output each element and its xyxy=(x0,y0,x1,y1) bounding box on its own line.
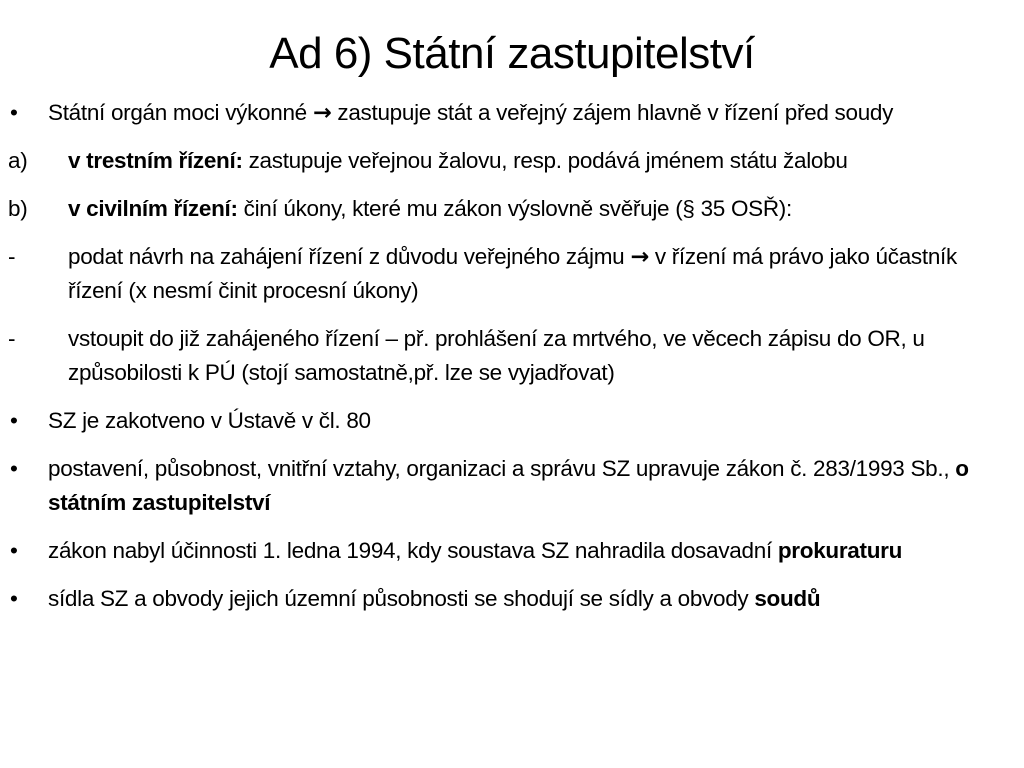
item-text: podat návrh na zahájení řízení z důvodu veřejného zájmu xyxy=(68,244,631,269)
item-text: zastupuje veřejnou žalovu, resp. podává jménem státu žalobu xyxy=(242,148,848,173)
item-bold-text: v trestním řízení: xyxy=(68,148,243,173)
dash-item-file-petition xyxy=(8,240,1008,308)
item-text: SZ je zakotveno v Ústavě v čl. 80 xyxy=(48,408,371,433)
bullet-item-seats xyxy=(8,582,1008,616)
item-bold-text: o státním zastupitelství xyxy=(48,456,969,515)
item-text: činí úkony, které mu zákon výslovně svěřuje (§ 35 OSŘ): xyxy=(237,196,792,221)
item-text: sídla SZ a obvody jejich územní působnosti se shodují se sídly a obvody xyxy=(48,586,755,611)
letter-marker-a: a) xyxy=(8,148,28,173)
letter-marker-b: b) xyxy=(8,196,28,221)
slide-content xyxy=(8,96,1008,630)
bullet-marker: • xyxy=(10,100,18,125)
bullet-item-constitution xyxy=(8,404,1008,438)
bullet-item-law xyxy=(8,452,1008,520)
dash-item-enter-proceedings xyxy=(8,322,1008,390)
item-bold-text: prokuraturu xyxy=(777,538,903,563)
arrow-right-icon: → xyxy=(312,100,332,126)
item-bold-text: v civilním řízení: xyxy=(68,196,238,221)
bullet-item-state-body xyxy=(8,96,1008,130)
item-text: vstoupit do již zahájeného řízení – př. prohlášení za mrtvého, ve věcech zápisu do OR, u způsobilosti k PÚ (stojí samostatně,př. lze se vyjadřovat) xyxy=(68,326,925,385)
item-text: postavení, působnost, vnitřní vztahy, organizaci a správu SZ upravuje zákon č. 283/1993 Sb., xyxy=(48,456,956,481)
item-text: zastupuje stát a veřejný zájem hlavně v řízení před soudy xyxy=(331,100,894,125)
item-bold-text: soudů xyxy=(754,586,821,611)
dash-marker: - xyxy=(8,244,16,269)
dash-marker: - xyxy=(8,326,16,351)
item-text: v řízení má právo jako účastník řízení (x nesmí činit procesní úkony) xyxy=(68,244,957,303)
list-item-criminal xyxy=(8,144,1008,178)
bullet-marker: • xyxy=(10,408,18,433)
slide-title: Ad 6) Státní zastupitelství xyxy=(269,29,755,78)
bullet-marker: • xyxy=(10,586,18,611)
arrow-right-icon: → xyxy=(630,244,649,270)
item-text: zákon nabyl účinnosti 1. ledna 1994, kdy soustava SZ nahradila dosavadní xyxy=(48,538,778,563)
bullet-item-effective xyxy=(8,534,1008,568)
bullet-marker: • xyxy=(10,456,18,481)
item-text: Státní orgán moci výkonné xyxy=(48,100,313,125)
bullet-marker: • xyxy=(10,538,18,563)
list-item-civil xyxy=(8,192,1008,226)
